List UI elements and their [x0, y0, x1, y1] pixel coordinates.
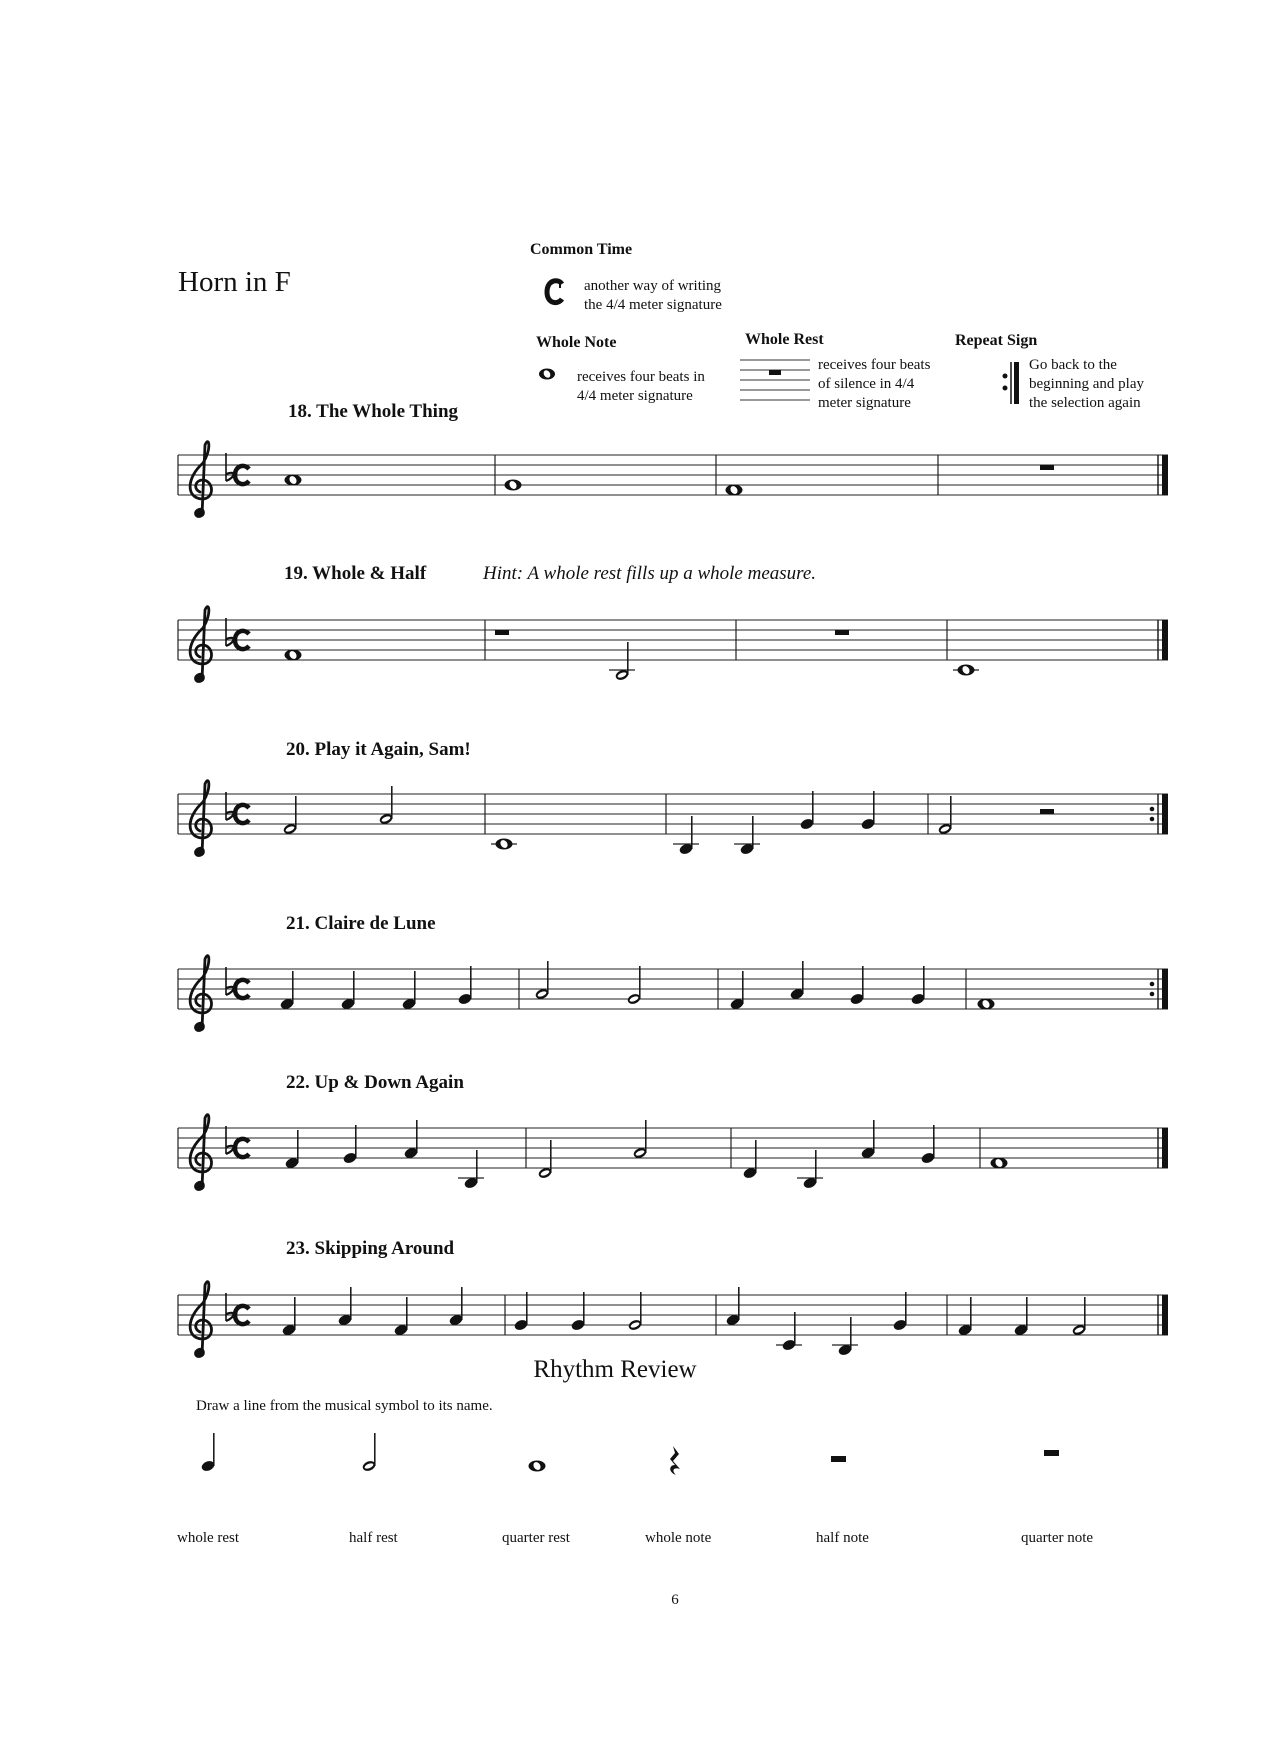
repeat-dot [1150, 807, 1155, 812]
quarter-note [401, 971, 416, 1011]
half-note [627, 1292, 642, 1332]
exercise-19-hint: Hint: A whole rest fills up a whole measure. [483, 563, 817, 584]
whole-note [285, 475, 302, 486]
quarter-note [463, 1150, 478, 1190]
quarter-note [457, 966, 472, 1006]
whole-note [958, 665, 975, 676]
staff-exercise-18 [0, 420, 1272, 530]
final-barline-thick [1162, 1128, 1168, 1168]
common-time-description [584, 277, 722, 315]
repeat-dot [1150, 992, 1155, 997]
quarter-note [513, 1292, 528, 1332]
final-barline-thick [1162, 969, 1168, 1009]
key-signature-flat [226, 792, 234, 820]
quarter-note [342, 1125, 357, 1165]
quarter-note [1013, 1297, 1028, 1337]
page-number: 6 [671, 1592, 679, 1608]
whole-rest-line-2: of silence in 4/4 [818, 376, 915, 392]
quarter-note [340, 971, 355, 1011]
whole-note-heading: Whole Note [536, 334, 617, 351]
quarter-note [403, 1120, 418, 1160]
exercise-21-title: 21. Claire de Lune [286, 913, 436, 934]
staff-exercise-19 [0, 585, 1272, 695]
common-time-line-1: another way of writing [584, 278, 722, 294]
quarter-note [892, 1292, 907, 1332]
half-note [614, 642, 629, 682]
whole-note [991, 1158, 1008, 1169]
final-barline-thick [1162, 794, 1168, 834]
key-signature-flat [226, 1293, 234, 1321]
repeat-dot [1150, 817, 1155, 822]
whole-note [726, 485, 743, 496]
key-signature-flat [226, 618, 234, 646]
whole-note-line-1: receives four beats in [577, 369, 705, 385]
quarter-note [393, 1297, 408, 1337]
exercise-20-title: 20. Play it Again, Sam! [286, 739, 471, 760]
common-time-line-2: the 4/4 meter signature [584, 297, 722, 313]
quarter-note [739, 816, 754, 856]
quarter-note [799, 791, 814, 831]
exercise-18-title: 18. The Whole Thing [288, 401, 459, 422]
whole-note [285, 650, 302, 661]
rhythm-review-title: Rhythm Review [533, 1356, 697, 1383]
exercise-23-title: 23. Skipping Around [286, 1238, 455, 1259]
whole-note [496, 839, 513, 850]
final-barline-thick [1162, 1295, 1168, 1335]
quarter-note [860, 791, 875, 831]
exercise-22-title: 22. Up & Down Again [286, 1072, 464, 1093]
quarter-note [860, 1120, 875, 1160]
key-signature-flat [226, 1126, 234, 1154]
half-note [632, 1120, 647, 1160]
rhythm-review-symbols [0, 1430, 1272, 1490]
half-note [1071, 1297, 1086, 1337]
review-whole-note [529, 1461, 546, 1472]
whole-note-description [577, 368, 705, 406]
whole-rest [495, 630, 509, 635]
whole-note-icon [536, 366, 560, 382]
quarter-note [849, 966, 864, 1006]
whole-note [978, 999, 995, 1010]
quarter-note [279, 971, 294, 1011]
quarter-note [570, 1292, 585, 1332]
key-signature-flat [226, 967, 234, 995]
quarter-note [678, 816, 693, 856]
quarter-note [920, 1125, 935, 1165]
key-signature-flat [226, 453, 234, 481]
final-barline-thick [1162, 620, 1168, 660]
quarter-note [781, 1312, 796, 1352]
half-note [378, 786, 393, 826]
whole-rest-heading: Whole Rest [745, 331, 824, 348]
whole-note-line-2: 4/4 meter signature [577, 388, 693, 404]
treble-clef [190, 781, 211, 857]
quarter-note [284, 1130, 299, 1170]
half-note [626, 966, 641, 1006]
treble-clef [190, 956, 211, 1032]
treble-clef [190, 1282, 211, 1358]
quarter-note [729, 971, 744, 1011]
quarter-note [957, 1297, 972, 1337]
repeat-sign-heading: Repeat Sign [955, 332, 1038, 349]
whole-rest-staff-icon [740, 358, 812, 408]
staff-exercise-23 [0, 1260, 1272, 1370]
half-note [534, 961, 549, 1001]
treble-clef [190, 607, 211, 683]
repeat-sign-line-1: Go back to the [1029, 357, 1117, 373]
half-rest [1040, 809, 1054, 814]
final-barline-thick [1162, 455, 1168, 495]
common-time-heading: Common Time [530, 241, 633, 258]
quarter-note [789, 961, 804, 1001]
quarter-note [837, 1317, 852, 1357]
half-note [282, 796, 297, 836]
half-note [537, 1140, 552, 1180]
exercise-19-title: 19. Whole & Half [284, 563, 427, 584]
quarter-note [910, 966, 925, 1006]
staff-exercise-20 [0, 759, 1272, 869]
quarter-note [448, 1287, 463, 1327]
rhythm-name-quarter-rest: quarter rest [502, 1530, 570, 1546]
repeat-sign-line-2: beginning and play [1029, 376, 1144, 392]
half-note [937, 796, 952, 836]
quarter-note [281, 1297, 296, 1337]
review-quarter-rest [670, 1446, 680, 1475]
repeat-sign-icon [1000, 360, 1022, 406]
staff-exercise-22 [0, 1093, 1272, 1203]
quarter-note [802, 1150, 817, 1190]
rhythm-name-whole-rest: whole rest [177, 1530, 240, 1546]
treble-clef [190, 442, 211, 518]
rhythm-review-instructions: Draw a line from the musical symbol to its name. [196, 1398, 493, 1414]
whole-note [505, 480, 522, 491]
quarter-note [337, 1287, 352, 1327]
treble-clef [190, 1115, 211, 1191]
whole-rest [835, 630, 849, 635]
review-quarter-note [200, 1433, 215, 1473]
instrument-name: Horn in F [178, 266, 291, 298]
staff-exercise-21 [0, 934, 1272, 1044]
rhythm-name-quarter-note: quarter note [1021, 1530, 1094, 1546]
review-whole-rest [1044, 1450, 1059, 1456]
review-half-rest [831, 1456, 846, 1462]
quarter-note [725, 1287, 740, 1327]
review-half-note [361, 1433, 376, 1473]
repeat-sign-line-3: the selection again [1029, 395, 1141, 411]
rhythm-name-half-note: half note [816, 1530, 869, 1546]
quarter-note [742, 1140, 757, 1180]
whole-rest [1040, 465, 1054, 470]
whole-rest-line-1: receives four beats [818, 357, 931, 373]
common-time-icon [544, 278, 566, 306]
repeat-dot [1150, 982, 1155, 987]
whole-rest-line-3: meter signature [818, 395, 911, 411]
whole-rest-description [818, 356, 930, 413]
rhythm-name-whole-note: whole note [645, 1530, 712, 1546]
repeat-sign-description [1029, 356, 1144, 413]
rhythm-name-half-rest: half rest [349, 1530, 398, 1546]
